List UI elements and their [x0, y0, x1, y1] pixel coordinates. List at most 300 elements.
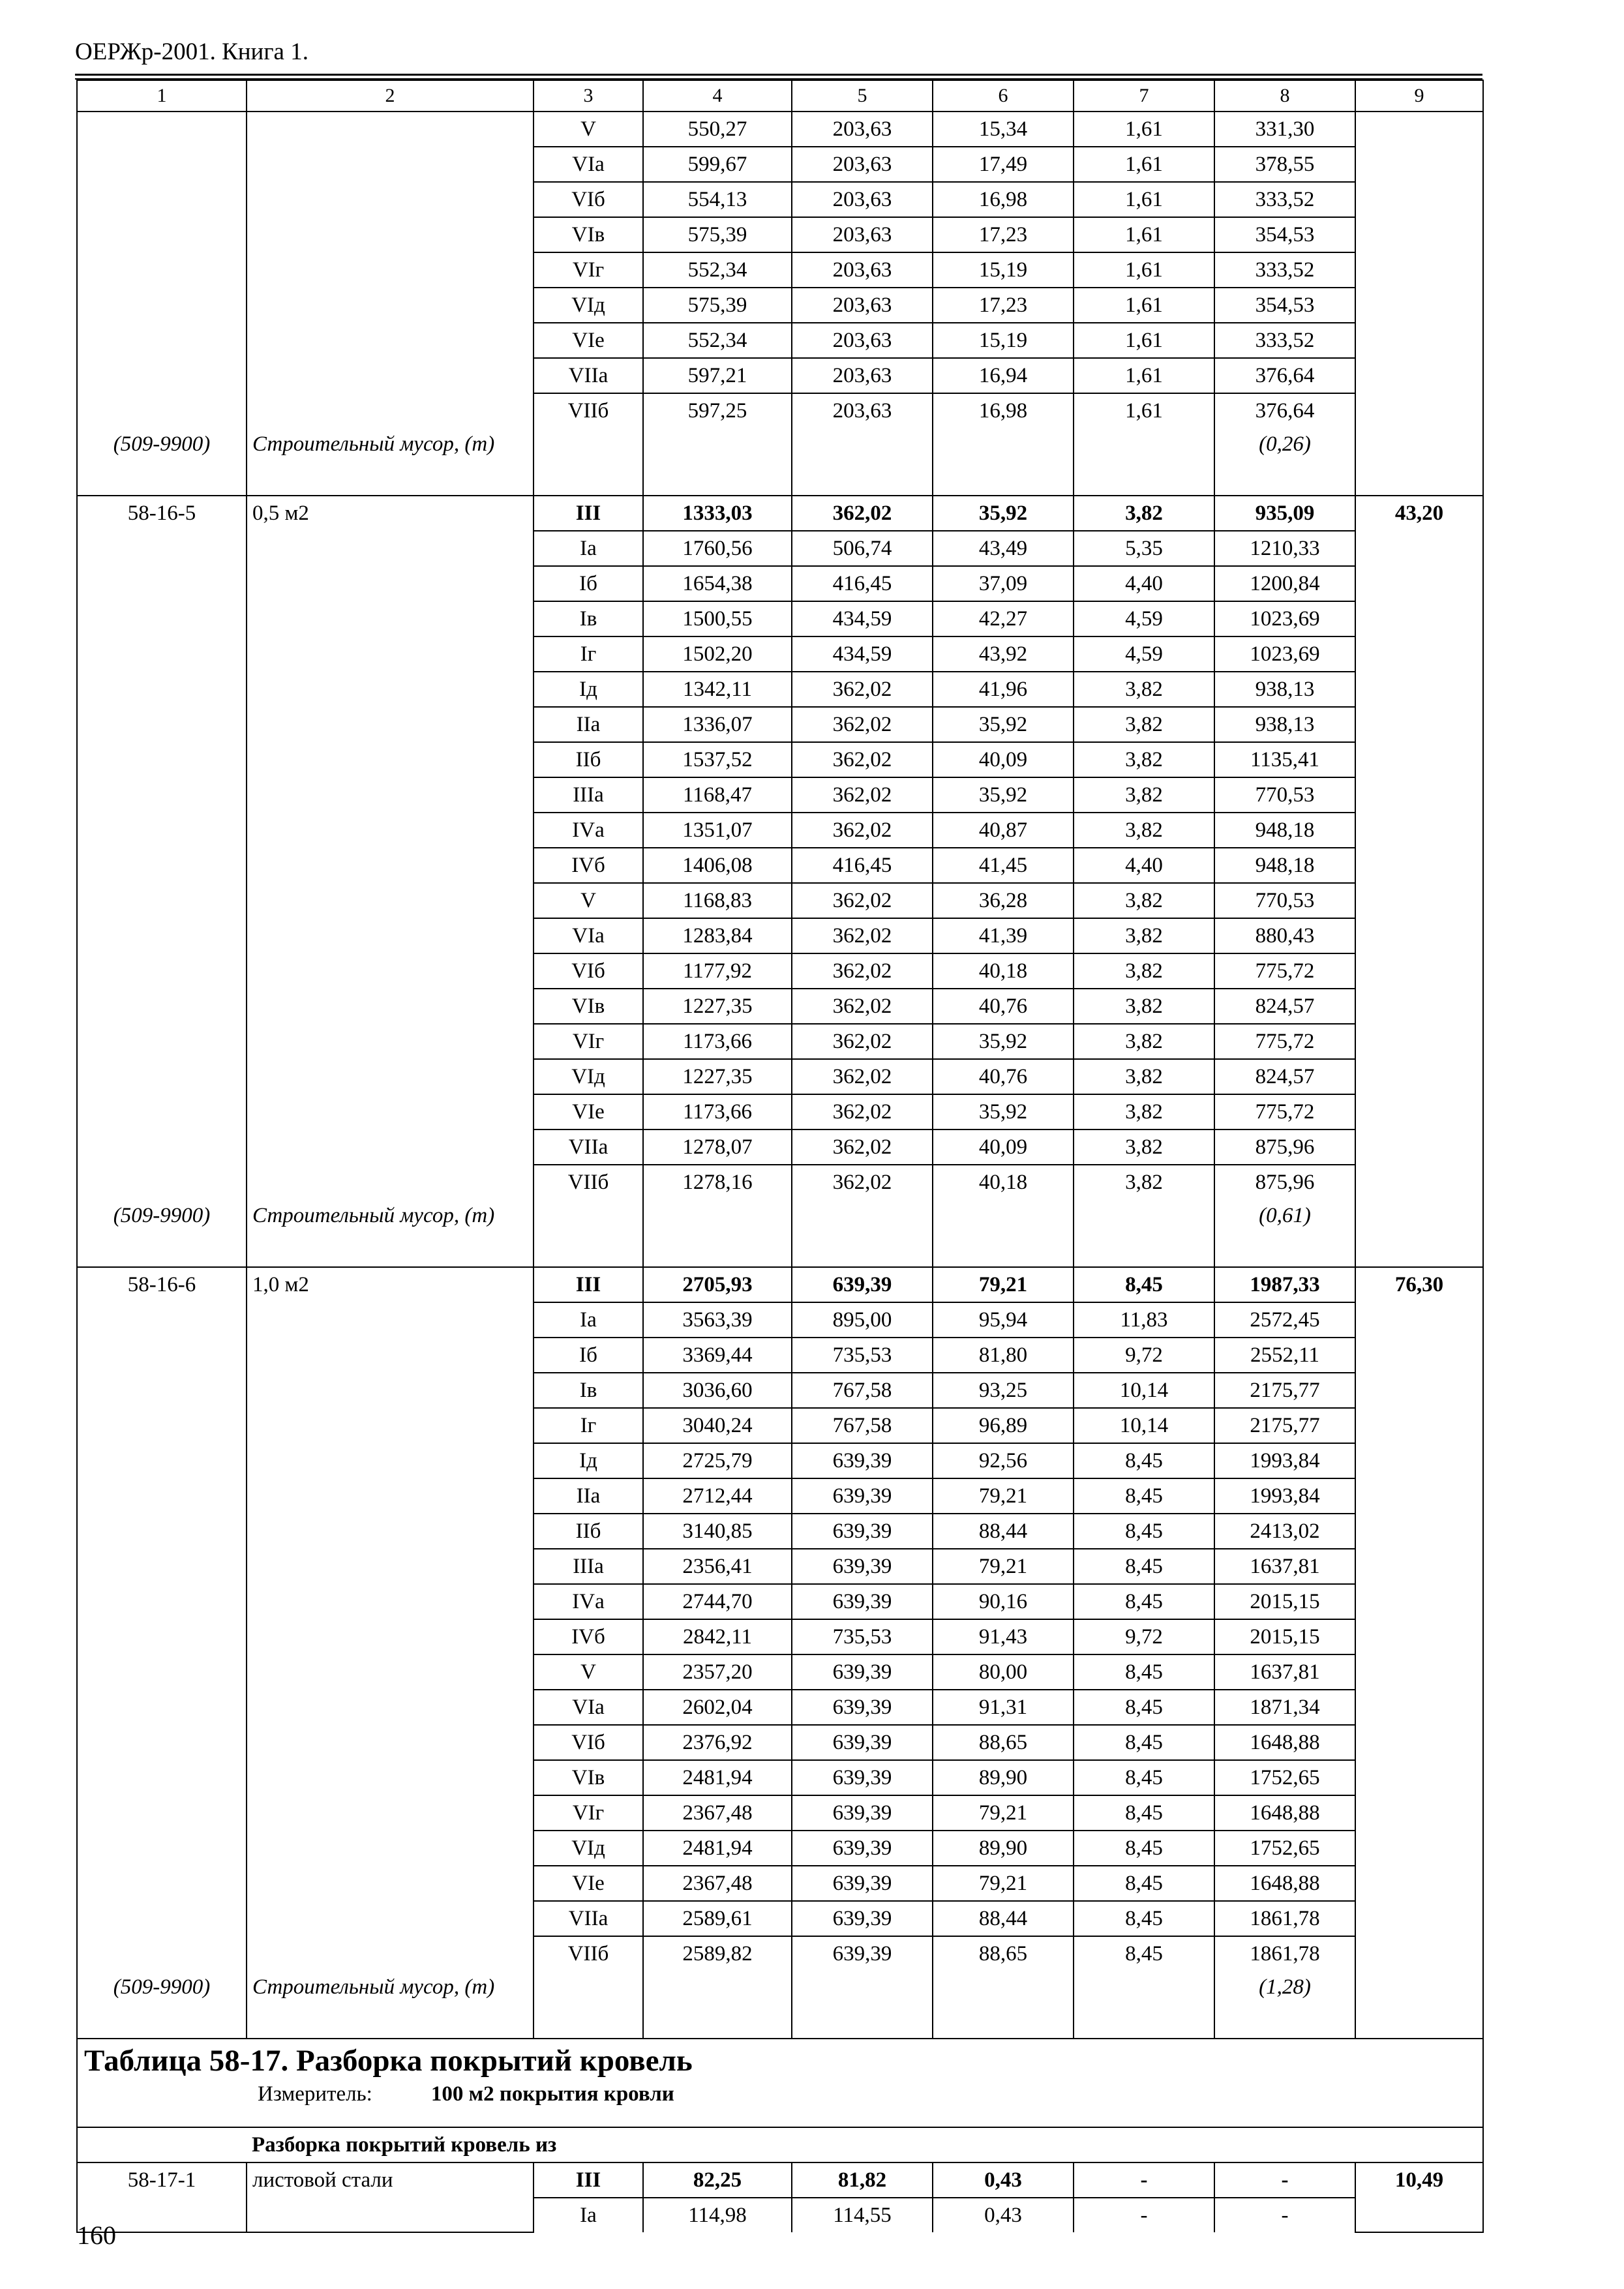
- zone-class: V: [534, 1654, 643, 1690]
- rate-name: [247, 742, 534, 777]
- machine-cost: 40,18: [933, 1165, 1074, 1199]
- zone-class: VIе: [534, 323, 643, 358]
- labor-hours: [1355, 1901, 1483, 1936]
- labor-wages: 416,45: [792, 566, 933, 601]
- rate-row: [77, 1831, 1483, 1866]
- material-code: (509-9900): [77, 1971, 247, 2039]
- rate-code: [77, 1338, 247, 1373]
- rate-code: [77, 777, 247, 813]
- machine-cost: 40,76: [933, 989, 1074, 1024]
- machine-cost: 89,90: [933, 1831, 1074, 1866]
- rate-name: [247, 358, 534, 393]
- table-title: Таблица 58-17. Разборка покрытий кровель: [84, 2044, 693, 2078]
- materials-cost: 1135,41: [1214, 742, 1355, 777]
- zone-class: VIв: [534, 217, 643, 252]
- rate-name: [247, 323, 534, 358]
- labor-hours: [1355, 601, 1483, 636]
- labor-hours: [1355, 1094, 1483, 1130]
- machine-cost: 36,28: [933, 883, 1074, 918]
- labor-hours: [1355, 1795, 1483, 1831]
- materials-cost: 935,09: [1214, 496, 1355, 531]
- machine-cost: 15,19: [933, 252, 1074, 288]
- column-number: 7: [1074, 80, 1214, 112]
- rate-name: [247, 813, 534, 848]
- zone-class: VIг: [534, 1024, 643, 1059]
- rate-name: [247, 953, 534, 989]
- labor-hours: [1355, 1514, 1483, 1549]
- rate-row: [77, 1024, 1483, 1059]
- total-cost: 2705,93: [643, 1267, 792, 1302]
- zone-class: VIв: [534, 1760, 643, 1795]
- machinist-wages: 1,61: [1074, 217, 1214, 252]
- rate-name: [247, 1619, 534, 1654]
- labor-wages: 362,02: [792, 813, 933, 848]
- zone-class: IIIа: [534, 777, 643, 813]
- rate-name: [247, 1024, 534, 1059]
- total-cost: 2376,92: [643, 1725, 792, 1760]
- materials-cost: 1023,69: [1214, 601, 1355, 636]
- machine-cost: 88,44: [933, 1514, 1074, 1549]
- rate-row: [77, 1760, 1483, 1795]
- rate-row: [77, 1654, 1483, 1690]
- labor-hours: [1355, 1130, 1483, 1165]
- labor-wages: 639,39: [792, 1760, 933, 1795]
- empty-cell: [77, 2127, 247, 2162]
- material-name: Строительный мусор, (т): [247, 1971, 534, 2039]
- labor-wages: 203,63: [792, 393, 933, 428]
- rate-code: 58-17-1: [77, 2162, 247, 2198]
- materials-cost: 2175,77: [1214, 1408, 1355, 1443]
- rate-row: [77, 2162, 1483, 2198]
- materials-cost: 1210,33: [1214, 531, 1355, 566]
- labor-wages: 362,02: [792, 953, 933, 989]
- zone-class: VIа: [534, 1690, 643, 1725]
- zone-class: VIе: [534, 1866, 643, 1901]
- zone-class: VIг: [534, 1795, 643, 1831]
- rate-row: [77, 1443, 1483, 1478]
- zone-class: Iб: [534, 1338, 643, 1373]
- labor-wages: 362,02: [792, 1165, 933, 1199]
- rate-name: [247, 1584, 534, 1619]
- machinist-wages: 8,45: [1074, 1725, 1214, 1760]
- measure-line: [84, 2082, 1477, 2106]
- total-cost: 2589,61: [643, 1901, 792, 1936]
- total-cost: 1283,84: [643, 918, 792, 953]
- rate-code: [77, 1024, 247, 1059]
- labor-hours: [1355, 1619, 1483, 1654]
- rate-code: [77, 1690, 247, 1725]
- rate-code: 58-16-6: [77, 1267, 247, 1302]
- zone-class: III: [534, 2162, 643, 2198]
- labor-hours: [1355, 1443, 1483, 1478]
- rate-code: [77, 707, 247, 742]
- machine-cost: 17,23: [933, 288, 1074, 323]
- labor-hours: [1355, 918, 1483, 953]
- rate-code: [77, 1302, 247, 1338]
- rate-code: [77, 742, 247, 777]
- machine-cost: 15,34: [933, 112, 1074, 147]
- rate-name: листовой стали: [247, 2162, 534, 2198]
- materials-cost: 824,57: [1214, 1059, 1355, 1094]
- rate-name: [247, 672, 534, 707]
- machinist-wages: 8,45: [1074, 1584, 1214, 1619]
- machinist-wages: 10,14: [1074, 1373, 1214, 1408]
- machine-cost: 40,09: [933, 742, 1074, 777]
- labor-wages: 639,39: [792, 1866, 933, 1901]
- labor-hours: [1355, 742, 1483, 777]
- materials-cost: 948,18: [1214, 813, 1355, 848]
- machine-cost: 96,89: [933, 1408, 1074, 1443]
- machine-cost: 35,92: [933, 496, 1074, 531]
- labor-hours: [1355, 636, 1483, 672]
- total-cost: 552,34: [643, 323, 792, 358]
- machinist-wages: 3,82: [1074, 742, 1214, 777]
- zone-class: III: [534, 1267, 643, 1302]
- materials-cost: 938,13: [1214, 672, 1355, 707]
- total-cost: 1760,56: [643, 531, 792, 566]
- labor-wages: 416,45: [792, 848, 933, 883]
- column-number: 3: [534, 80, 643, 112]
- labor-wages: 639,39: [792, 1725, 933, 1760]
- empty-cell: [1355, 1199, 1483, 1267]
- labor-wages: 81,82: [792, 2162, 933, 2198]
- rate-code: [77, 953, 247, 989]
- machinist-wages: 8,45: [1074, 1549, 1214, 1584]
- zone-class: Iа: [534, 1302, 643, 1338]
- machinist-wages: 8,45: [1074, 1690, 1214, 1725]
- labor-hours: [1355, 1690, 1483, 1725]
- total-cost: 597,21: [643, 358, 792, 393]
- rate-row: [77, 566, 1483, 601]
- column-number: 2: [247, 80, 534, 112]
- labor-wages: 362,02: [792, 742, 933, 777]
- rate-name: [247, 1130, 534, 1165]
- rate-code: [77, 1866, 247, 1901]
- rate-code: [77, 1408, 247, 1443]
- labor-wages: 362,02: [792, 1024, 933, 1059]
- zone-class: Iг: [534, 1408, 643, 1443]
- machine-cost: 40,76: [933, 1059, 1074, 1094]
- labor-wages: 639,39: [792, 1936, 933, 1971]
- labor-wages: 362,02: [792, 777, 933, 813]
- rate-name: [247, 1690, 534, 1725]
- labor-hours: [1355, 1059, 1483, 1094]
- machinist-wages: 8,45: [1074, 1831, 1214, 1866]
- material-row: [77, 1971, 1483, 2039]
- rate-code: [77, 883, 247, 918]
- materials-cost: 2413,02: [1214, 1514, 1355, 1549]
- total-cost: 1500,55: [643, 601, 792, 636]
- zone-class: VIIа: [534, 1901, 643, 1936]
- machinist-wages: 8,45: [1074, 1936, 1214, 1971]
- rate-row: [77, 848, 1483, 883]
- machinist-wages: 8,45: [1074, 1866, 1214, 1901]
- rate-name: [247, 848, 534, 883]
- machinist-wages: 11,83: [1074, 1302, 1214, 1338]
- empty-cell: [1074, 428, 1214, 496]
- machine-cost: 15,19: [933, 323, 1074, 358]
- machine-cost: 16,94: [933, 358, 1074, 393]
- labor-hours: [1355, 1549, 1483, 1584]
- machinist-wages: 9,72: [1074, 1619, 1214, 1654]
- column-number: 1: [77, 80, 247, 112]
- measure-value: 100 м2 покрытия кровли: [430, 2082, 674, 2106]
- rate-row: [77, 1725, 1483, 1760]
- machine-cost: 88,44: [933, 1901, 1074, 1936]
- rate-name: [247, 217, 534, 252]
- zone-class: Iд: [534, 1443, 643, 1478]
- total-cost: 2725,79: [643, 1443, 792, 1478]
- materials-cost: 1871,34: [1214, 1690, 1355, 1725]
- zone-class: Iв: [534, 1373, 643, 1408]
- rate-code: [77, 1373, 247, 1408]
- rate-row: [77, 496, 1483, 531]
- labor-wages: 639,39: [792, 1795, 933, 1831]
- materials-cost: 1648,88: [1214, 1725, 1355, 1760]
- rate-code: [77, 1831, 247, 1866]
- rate-name: [247, 1059, 534, 1094]
- zone-class: VIб: [534, 1725, 643, 1760]
- machine-cost: 40,87: [933, 813, 1074, 848]
- labor-wages: 639,39: [792, 1831, 933, 1866]
- labor-hours: [1355, 1478, 1483, 1514]
- machine-cost: 17,49: [933, 147, 1074, 182]
- machine-cost: 93,25: [933, 1373, 1074, 1408]
- labor-wages: 639,39: [792, 1584, 933, 1619]
- machine-cost: 88,65: [933, 1725, 1074, 1760]
- rate-row: [77, 217, 1483, 252]
- rate-code: 58-16-5: [77, 496, 247, 531]
- zone-class: VIIа: [534, 358, 643, 393]
- labor-hours: 76,30: [1355, 1267, 1483, 1302]
- machinist-wages: 3,82: [1074, 883, 1214, 918]
- labor-wages: 203,63: [792, 252, 933, 288]
- section-title: Разборка покрытий кровель из: [247, 2127, 1483, 2162]
- labor-wages: 362,02: [792, 707, 933, 742]
- materials-cost: 2552,11: [1214, 1338, 1355, 1373]
- rate-name: [247, 883, 534, 918]
- machine-cost: 95,94: [933, 1302, 1074, 1338]
- machinist-wages: 3,82: [1074, 1024, 1214, 1059]
- zone-class: IVа: [534, 813, 643, 848]
- rate-row: [77, 323, 1483, 358]
- labor-hours: [1355, 1831, 1483, 1866]
- rate-row: [77, 1795, 1483, 1831]
- labor-wages: 362,02: [792, 1059, 933, 1094]
- machinist-wages: 3,82: [1074, 813, 1214, 848]
- total-cost: 1168,83: [643, 883, 792, 918]
- rate-code: [77, 1478, 247, 1514]
- labor-hours: [1355, 1024, 1483, 1059]
- machine-cost: 35,92: [933, 707, 1074, 742]
- zone-class: III: [534, 496, 643, 531]
- total-cost: 2367,48: [643, 1866, 792, 1901]
- labor-hours: [1355, 323, 1483, 358]
- labor-wages: 362,02: [792, 496, 933, 531]
- total-cost: 2357,20: [643, 1654, 792, 1690]
- machinist-wages: 8,45: [1074, 1514, 1214, 1549]
- zone-class: VIIб: [534, 1936, 643, 1971]
- rate-row: [77, 531, 1483, 566]
- labor-wages: 434,59: [792, 636, 933, 672]
- rate-name: [247, 1443, 534, 1478]
- column-number: 8: [1214, 80, 1355, 112]
- rate-row: [77, 252, 1483, 288]
- machine-cost: 79,21: [933, 1267, 1074, 1302]
- rate-row: [77, 883, 1483, 918]
- rate-row: [77, 601, 1483, 636]
- materials-cost: 775,72: [1214, 1094, 1355, 1130]
- column-number: 6: [933, 80, 1074, 112]
- rate-code: [77, 1130, 247, 1165]
- empty-cell: [1355, 1971, 1483, 2039]
- total-cost: 1336,07: [643, 707, 792, 742]
- labor-wages: 434,59: [792, 601, 933, 636]
- labor-wages: 362,02: [792, 918, 933, 953]
- zone-class: VIг: [534, 252, 643, 288]
- rate-name: [247, 147, 534, 182]
- rate-code: [77, 601, 247, 636]
- labor-hours: [1355, 112, 1483, 147]
- labor-wages: 735,53: [792, 1619, 933, 1654]
- rate-name: [247, 1831, 534, 1866]
- labor-hours: [1355, 393, 1483, 428]
- machine-cost: 91,31: [933, 1690, 1074, 1725]
- labor-hours: [1355, 707, 1483, 742]
- zone-class: IIб: [534, 1514, 643, 1549]
- materials-cost: 376,64: [1214, 393, 1355, 428]
- rate-row: [77, 1267, 1483, 1302]
- labor-hours: 10,49: [1355, 2162, 1483, 2198]
- rate-row: [77, 288, 1483, 323]
- machinist-wages: 4,40: [1074, 566, 1214, 601]
- rate-row: [77, 1338, 1483, 1373]
- materials-cost: 1637,81: [1214, 1654, 1355, 1690]
- materials-cost: 333,52: [1214, 182, 1355, 217]
- rate-row: [77, 1936, 1483, 1971]
- empty-cell: [643, 1971, 792, 2039]
- zone-class: VIIб: [534, 1165, 643, 1199]
- empty-cell: [792, 428, 933, 496]
- labor-wages: 203,63: [792, 323, 933, 358]
- rate-code: [77, 147, 247, 182]
- rate-code: [77, 531, 247, 566]
- machine-cost: 41,45: [933, 848, 1074, 883]
- empty-cell: [933, 1199, 1074, 1267]
- rate-code: [77, 393, 247, 428]
- machinist-wages: 3,82: [1074, 989, 1214, 1024]
- rate-row: [77, 813, 1483, 848]
- materials-cost: 2015,15: [1214, 1619, 1355, 1654]
- machine-cost: 43,92: [933, 636, 1074, 672]
- machine-cost: 0,43: [933, 2198, 1074, 2232]
- machine-cost: 40,18: [933, 953, 1074, 989]
- machinist-wages: 3,82: [1074, 1130, 1214, 1165]
- rate-name: [247, 1725, 534, 1760]
- labor-wages: 639,39: [792, 1478, 933, 1514]
- rate-name: [247, 989, 534, 1024]
- materials-cost: 354,53: [1214, 288, 1355, 323]
- machine-cost: 0,43: [933, 2162, 1074, 2198]
- total-cost: 1177,92: [643, 953, 792, 989]
- machine-cost: 40,09: [933, 1130, 1074, 1165]
- materials-cost: 948,18: [1214, 848, 1355, 883]
- machine-cost: 35,92: [933, 1024, 1074, 1059]
- empty-cell: [792, 1199, 933, 1267]
- labor-hours: [1355, 672, 1483, 707]
- labor-wages: 639,39: [792, 1549, 933, 1584]
- machine-cost: 35,92: [933, 1094, 1074, 1130]
- rate-name: [247, 1514, 534, 1549]
- rate-row: [77, 1408, 1483, 1443]
- zone-class: IVб: [534, 1619, 643, 1654]
- rate-name: [247, 601, 534, 636]
- rate-row: [77, 182, 1483, 217]
- material-name: Строительный мусор, (т): [247, 1199, 534, 1267]
- machinist-wages: 8,45: [1074, 1267, 1214, 1302]
- column-number: 4: [643, 80, 792, 112]
- machinist-wages: 1,61: [1074, 147, 1214, 182]
- rate-code: [77, 252, 247, 288]
- total-cost: 2712,44: [643, 1478, 792, 1514]
- materials-cost: -: [1214, 2198, 1355, 2232]
- total-cost: 1351,07: [643, 813, 792, 848]
- labor-wages: 362,02: [792, 1130, 933, 1165]
- materials-cost: 1752,65: [1214, 1831, 1355, 1866]
- rate-code: [77, 848, 247, 883]
- machine-cost: 41,39: [933, 918, 1074, 953]
- rate-row: [77, 1549, 1483, 1584]
- table-title-cell: [77, 2039, 1483, 2127]
- labor-wages: 639,39: [792, 1690, 933, 1725]
- total-cost: 1537,52: [643, 742, 792, 777]
- material-code: (509-9900): [77, 428, 247, 496]
- machinist-wages: 8,45: [1074, 1795, 1214, 1831]
- machine-cost: 43,49: [933, 531, 1074, 566]
- labor-hours: [1355, 1584, 1483, 1619]
- labor-wages: 639,39: [792, 1514, 933, 1549]
- rate-name: [247, 2198, 534, 2232]
- zone-class: VIд: [534, 1831, 643, 1866]
- empty-cell: [933, 428, 1074, 496]
- machinist-wages: 3,82: [1074, 1165, 1214, 1199]
- rate-name: 1,0 м2: [247, 1267, 534, 1302]
- rate-row: [77, 1478, 1483, 1514]
- rate-code: [77, 918, 247, 953]
- machine-cost: 92,56: [933, 1443, 1074, 1478]
- materials-cost: 824,57: [1214, 989, 1355, 1024]
- rates-table: [76, 80, 1484, 2233]
- machinist-wages: 9,72: [1074, 1338, 1214, 1373]
- total-cost: 1502,20: [643, 636, 792, 672]
- page-number: 160: [77, 2221, 116, 2250]
- rate-code: [77, 1443, 247, 1478]
- machinist-wages: 1,61: [1074, 358, 1214, 393]
- labor-hours: [1355, 953, 1483, 989]
- total-cost: 1168,47: [643, 777, 792, 813]
- rate-row: [77, 636, 1483, 672]
- machinist-wages: 1,61: [1074, 182, 1214, 217]
- material-qty: (0,61): [1214, 1199, 1355, 1267]
- rate-row: [77, 1690, 1483, 1725]
- materials-cost: 376,64: [1214, 358, 1355, 393]
- labor-hours: [1355, 813, 1483, 848]
- rate-name: [247, 1901, 534, 1936]
- materials-cost: 2572,45: [1214, 1302, 1355, 1338]
- zone-class: VIв: [534, 989, 643, 1024]
- column-number: 9: [1355, 80, 1483, 112]
- rate-row: [77, 2198, 1483, 2232]
